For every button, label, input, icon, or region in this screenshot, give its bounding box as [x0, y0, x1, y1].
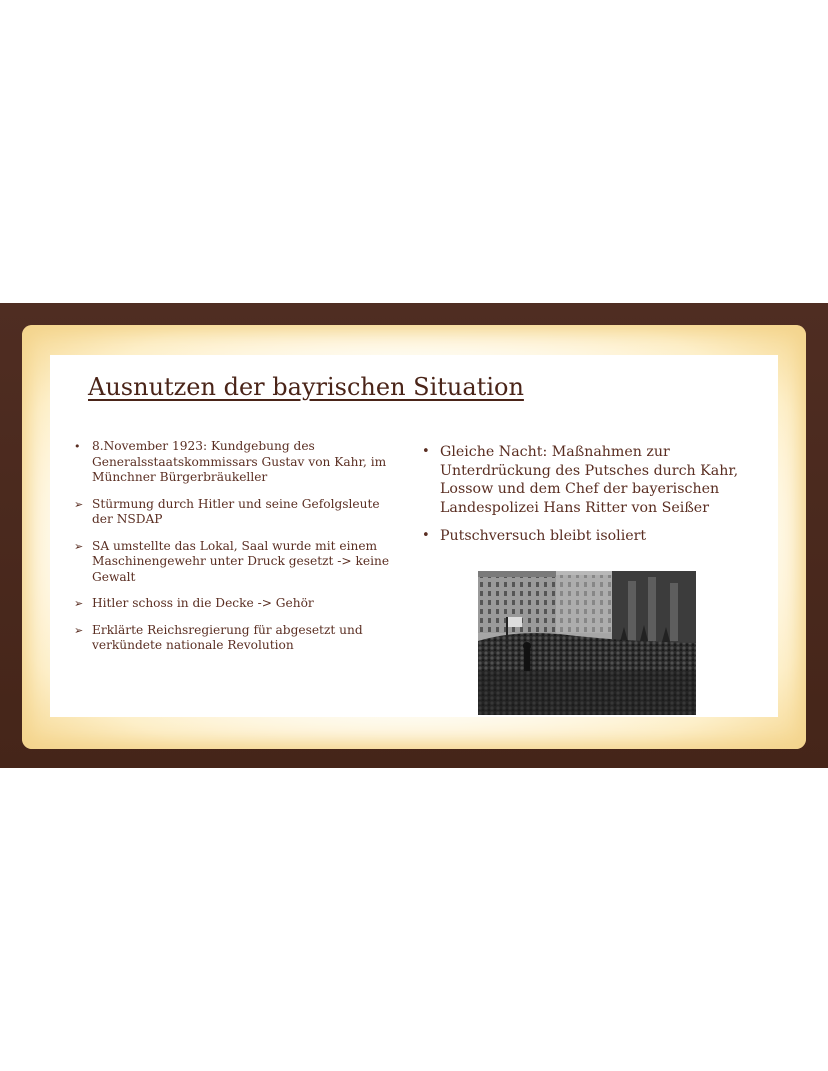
left-column	[72, 439, 402, 665]
bullet-text: Putschversuch bleibt isoliert	[440, 528, 647, 545]
list-item	[72, 596, 402, 612]
bullet-text: Erklärte Reichsregierung für abgesetzt und verkündete nationale Revolution	[92, 622, 363, 652]
left-bullet-list	[72, 439, 402, 654]
arrow-bullet-icon: ➢	[74, 539, 84, 553]
bullet-text: Hitler schoss in die Decke -> Gehör	[92, 596, 314, 610]
bullet-dot-icon: •	[422, 444, 430, 459]
slide-title: Ausnutzen der bayrischen Situation	[88, 373, 524, 401]
crowd-photo-icon	[478, 571, 696, 715]
bullet-text: Stürmung durch Hitler und seine Gefolgsleute der NSDAP	[92, 496, 380, 526]
bullet-dot-icon: •	[422, 528, 430, 544]
arrow-bullet-icon: ➢	[74, 597, 84, 610]
historical-crowd-photo	[478, 571, 696, 715]
right-column	[420, 443, 760, 556]
list-item	[72, 623, 402, 654]
bullet-dot-icon: •	[74, 440, 81, 453]
bullet-text: 8.November 1923: Kundgebung des Generalsstaatskommissars Gustav von Kahr, im Münchner Bürgerbräukeller	[92, 439, 387, 484]
right-bullet-list	[420, 443, 760, 546]
slide-frame	[0, 303, 828, 768]
arrow-bullet-icon: ➢	[74, 497, 84, 511]
bullet-text: Gleiche Nacht: Maßnahmen zur Unterdrückung des Putsches durch Kahr, Lossow und dem Chef der bayerischen Landespolizei Hans Ritter von Seißer	[440, 444, 739, 516]
list-item	[72, 539, 402, 586]
list-item	[72, 439, 402, 486]
list-item	[72, 497, 402, 528]
arrow-bullet-icon: ➢	[74, 623, 84, 637]
list-item	[420, 527, 760, 546]
bullet-text: SA umstellte das Lokal, Saal wurde mit einem Maschinengewehr unter Druck gesetzt -> keine Gewalt	[92, 538, 390, 584]
list-item	[420, 443, 760, 517]
slide-border-glow	[22, 325, 806, 749]
slide-content	[50, 355, 778, 717]
